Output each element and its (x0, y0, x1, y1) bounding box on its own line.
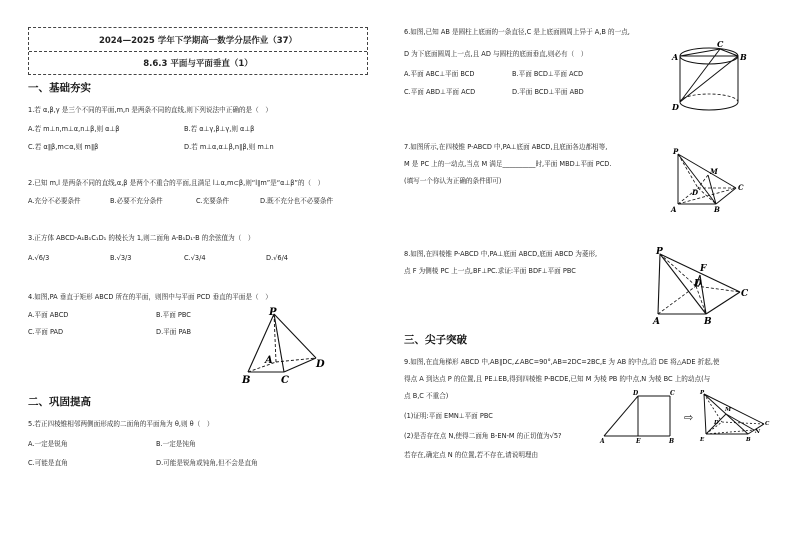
q4-label-D: D (316, 359, 325, 370)
q7-pyramid-figure (668, 148, 748, 218)
q4-option-b[interactable]: B.平面 PBC (156, 311, 191, 319)
q9b-label-P: P (700, 390, 705, 396)
q4-option-d[interactable]: D.平面 PAB (156, 328, 192, 336)
q3-option-a[interactable]: A.√6/3 (28, 254, 50, 262)
section-heading-advanced: 三、尖子突破 (404, 334, 467, 346)
q8-label-F: F (700, 264, 707, 274)
q7-label-A: A (671, 205, 677, 214)
q9a-label-B: B (669, 438, 675, 445)
q2-option-c[interactable]: C.充要条件 (196, 197, 230, 205)
q9a-label-A: A (600, 438, 605, 445)
q8-line2: 点 F 为侧棱 PC 上一点,BF⊥PC.求证:平面 BDF⊥平面 PBC (404, 267, 576, 275)
q9b-label-N: N (755, 429, 761, 435)
q9-transform-arrow: ⇨ (684, 411, 694, 424)
q5-option-b[interactable]: B.一定是钝角 (156, 440, 196, 448)
q2-stem: 2.已知 m,l 是两条不同的直线,α,β 是两个不重合的平面,且满足 l⊥α,m⊂β,则“l∥m”是“α⊥β”的（ ） (28, 179, 325, 187)
q5-option-d[interactable]: D.可能是锐角或钝角,但不会是直角 (156, 459, 258, 467)
q4-label-B: B (242, 375, 251, 386)
q9-part2: (2)是否存在点 N,使得二面角 B-EN-M 的正切值为√5? (404, 432, 562, 440)
q9-part3: 若存在,确定点 N 的位置,若不存在,请说明理由 (404, 451, 539, 459)
q6-label-D: D (672, 102, 679, 112)
q4-pyramid-figure (236, 306, 332, 390)
q9-folded-figure (698, 388, 772, 444)
q6-option-c[interactable]: C.平面 ABD⊥平面 ACD (404, 88, 476, 96)
section-heading-basic: 一、基础夯实 (28, 82, 91, 94)
q6-line2: D 为下底面圆周上一点,且 AD 与圆柱的底面垂直,则必有（ ） (404, 50, 588, 58)
q9-part1: (1)证明:平面 EMN⊥平面 PBC (404, 412, 493, 420)
q7-label-P: P (673, 147, 679, 156)
q3-option-b[interactable]: B.√3/3 (110, 254, 132, 262)
q9a-label-C: C (670, 390, 675, 397)
q4-label-C: C (281, 375, 289, 386)
q8-line1: 8.如图,在四棱锥 P-ABCD 中,PA⊥底面 ABCD,底面 ABCD 为菱形, (404, 250, 598, 258)
q2-option-b[interactable]: B.必要不充分条件 (110, 197, 163, 205)
q1-option-a[interactable]: A.若 m⊥n,m⊥α,n⊥β,则 α⊥β (28, 125, 120, 133)
q4-option-c[interactable]: C.平面 PAD (28, 328, 64, 336)
q2-option-d[interactable]: D.既不充分也不必要条件 (260, 197, 334, 205)
q5-option-c[interactable]: C.可能是直角 (28, 459, 68, 467)
q6-option-a[interactable]: A.平面 ABC⊥平面 BCD (404, 70, 475, 78)
q5-option-a[interactable]: A.一定是锐角 (28, 440, 68, 448)
q1-option-d[interactable]: D.若 m⊥α,α⊥β,n∥β,则 m⊥n (184, 143, 274, 151)
q8-label-D: D (694, 279, 702, 289)
q7-label-D: D (692, 188, 699, 197)
q7-line1: 7.如图所示,在四棱锥 P-ABCD 中,PA⊥底面 ABCD,且底面各边都相等, (404, 143, 608, 151)
q9b-label-B: B (746, 437, 751, 443)
q8-label-B: B (704, 317, 712, 327)
q6-label-B: B (740, 52, 747, 62)
page-title: 2024—2025 学年下学期高一数学分层作业（37） (98, 36, 298, 46)
q7-label-B: B (714, 205, 720, 214)
q3-option-d[interactable]: D.√6/4 (266, 254, 288, 262)
q6-label-A: A (672, 52, 679, 62)
q7-label-C: C (738, 183, 744, 192)
q7-line3: (填写一个你认为正确的条件即可) (404, 177, 502, 185)
q7-line2[interactable]: M 是 PC 上的一动点,当点 M 满足__________时,平面 MBD⊥平面 PCD. (404, 160, 612, 168)
q6-label-C: C (717, 39, 724, 49)
q9a-label-E: E (636, 438, 641, 445)
q4-option-a[interactable]: A.平面 ABCD (28, 311, 69, 319)
q3-option-c[interactable]: C.√3/4 (184, 254, 206, 262)
q9b-label-M: M (725, 407, 732, 413)
q8-label-P: P (656, 247, 663, 257)
q6-option-d[interactable]: D.平面 BCD⊥平面 ABD (512, 88, 584, 96)
q4-label-P: P (269, 307, 277, 318)
q9-trapezoid-figure (600, 390, 684, 445)
q5-stem: 5.若正四棱锥相邻两侧面形成的二面角的平面角为 θ,则 θ（ ） (28, 420, 214, 428)
q6-line1: 6.如图,已知 AB 是圆柱上底面的一条直径,C 是上底面圆周上异于 A,B 的一点, (404, 28, 630, 36)
q9-line1: 9.如图,在直角梯形 ABCD 中,AB∥DC,∠ABC=90°,AB=2DC=2BC,E 为 AB 的中点,沿 DE 将△ADE 折起,使 (404, 358, 720, 366)
q9b-label-C: C (765, 421, 770, 427)
q6-cylinder-figure (672, 40, 752, 116)
q9-line2: 得点 A 到达点 P 的位置,且 PE⊥EB,得到四棱锥 P-BCDE,已知 M 为棱 PB 的中点,N 为棱 BC 上的动点(与 (404, 375, 711, 383)
q9b-label-E: E (700, 437, 705, 443)
page-subtitle: 8.6.3 平面与平面垂直（1） (143, 59, 253, 69)
q9-line3: 点 B,C 不重合) (404, 392, 449, 400)
section-heading-consolidate: 二、巩固提高 (28, 396, 91, 408)
q9b-label-D: D (714, 420, 719, 426)
q9a-label-D: D (633, 390, 639, 397)
q4-stem: 4.如图,PA 垂直于矩形 ABCD 所在的平面，则图中与平面 PCD 垂直的平面是（ ） (28, 293, 272, 301)
q1-option-c[interactable]: C.若 α∥β,m⊂α,则 m∥β (28, 143, 99, 151)
q2-option-a[interactable]: A.充分不必要条件 (28, 197, 81, 205)
q8-pyramid-figure (650, 246, 754, 328)
q8-label-A: A (653, 317, 660, 327)
q6-option-b[interactable]: B.平面 BCD⊥平面 ACD (512, 70, 584, 78)
q1-option-b[interactable]: B.若 α⊥γ,β⊥γ,则 α⊥β (184, 125, 255, 133)
q3-stem: 3.正方体 ABCD-A₁B₁C₁D₁ 的棱长为 1,则二面角 A-B₁D₁-B 的余弦值为（ ） (28, 234, 255, 242)
q4-label-A: A (265, 355, 273, 366)
header-box (28, 27, 368, 75)
q1-stem: 1.若 α,β,γ 是三个不同的平面,m,n 是两条不同的直线,则下列说法中正确的是（ ） (28, 106, 272, 114)
q8-label-C: C (741, 289, 749, 299)
header-divider (29, 51, 367, 52)
q7-label-M: M (710, 167, 718, 176)
